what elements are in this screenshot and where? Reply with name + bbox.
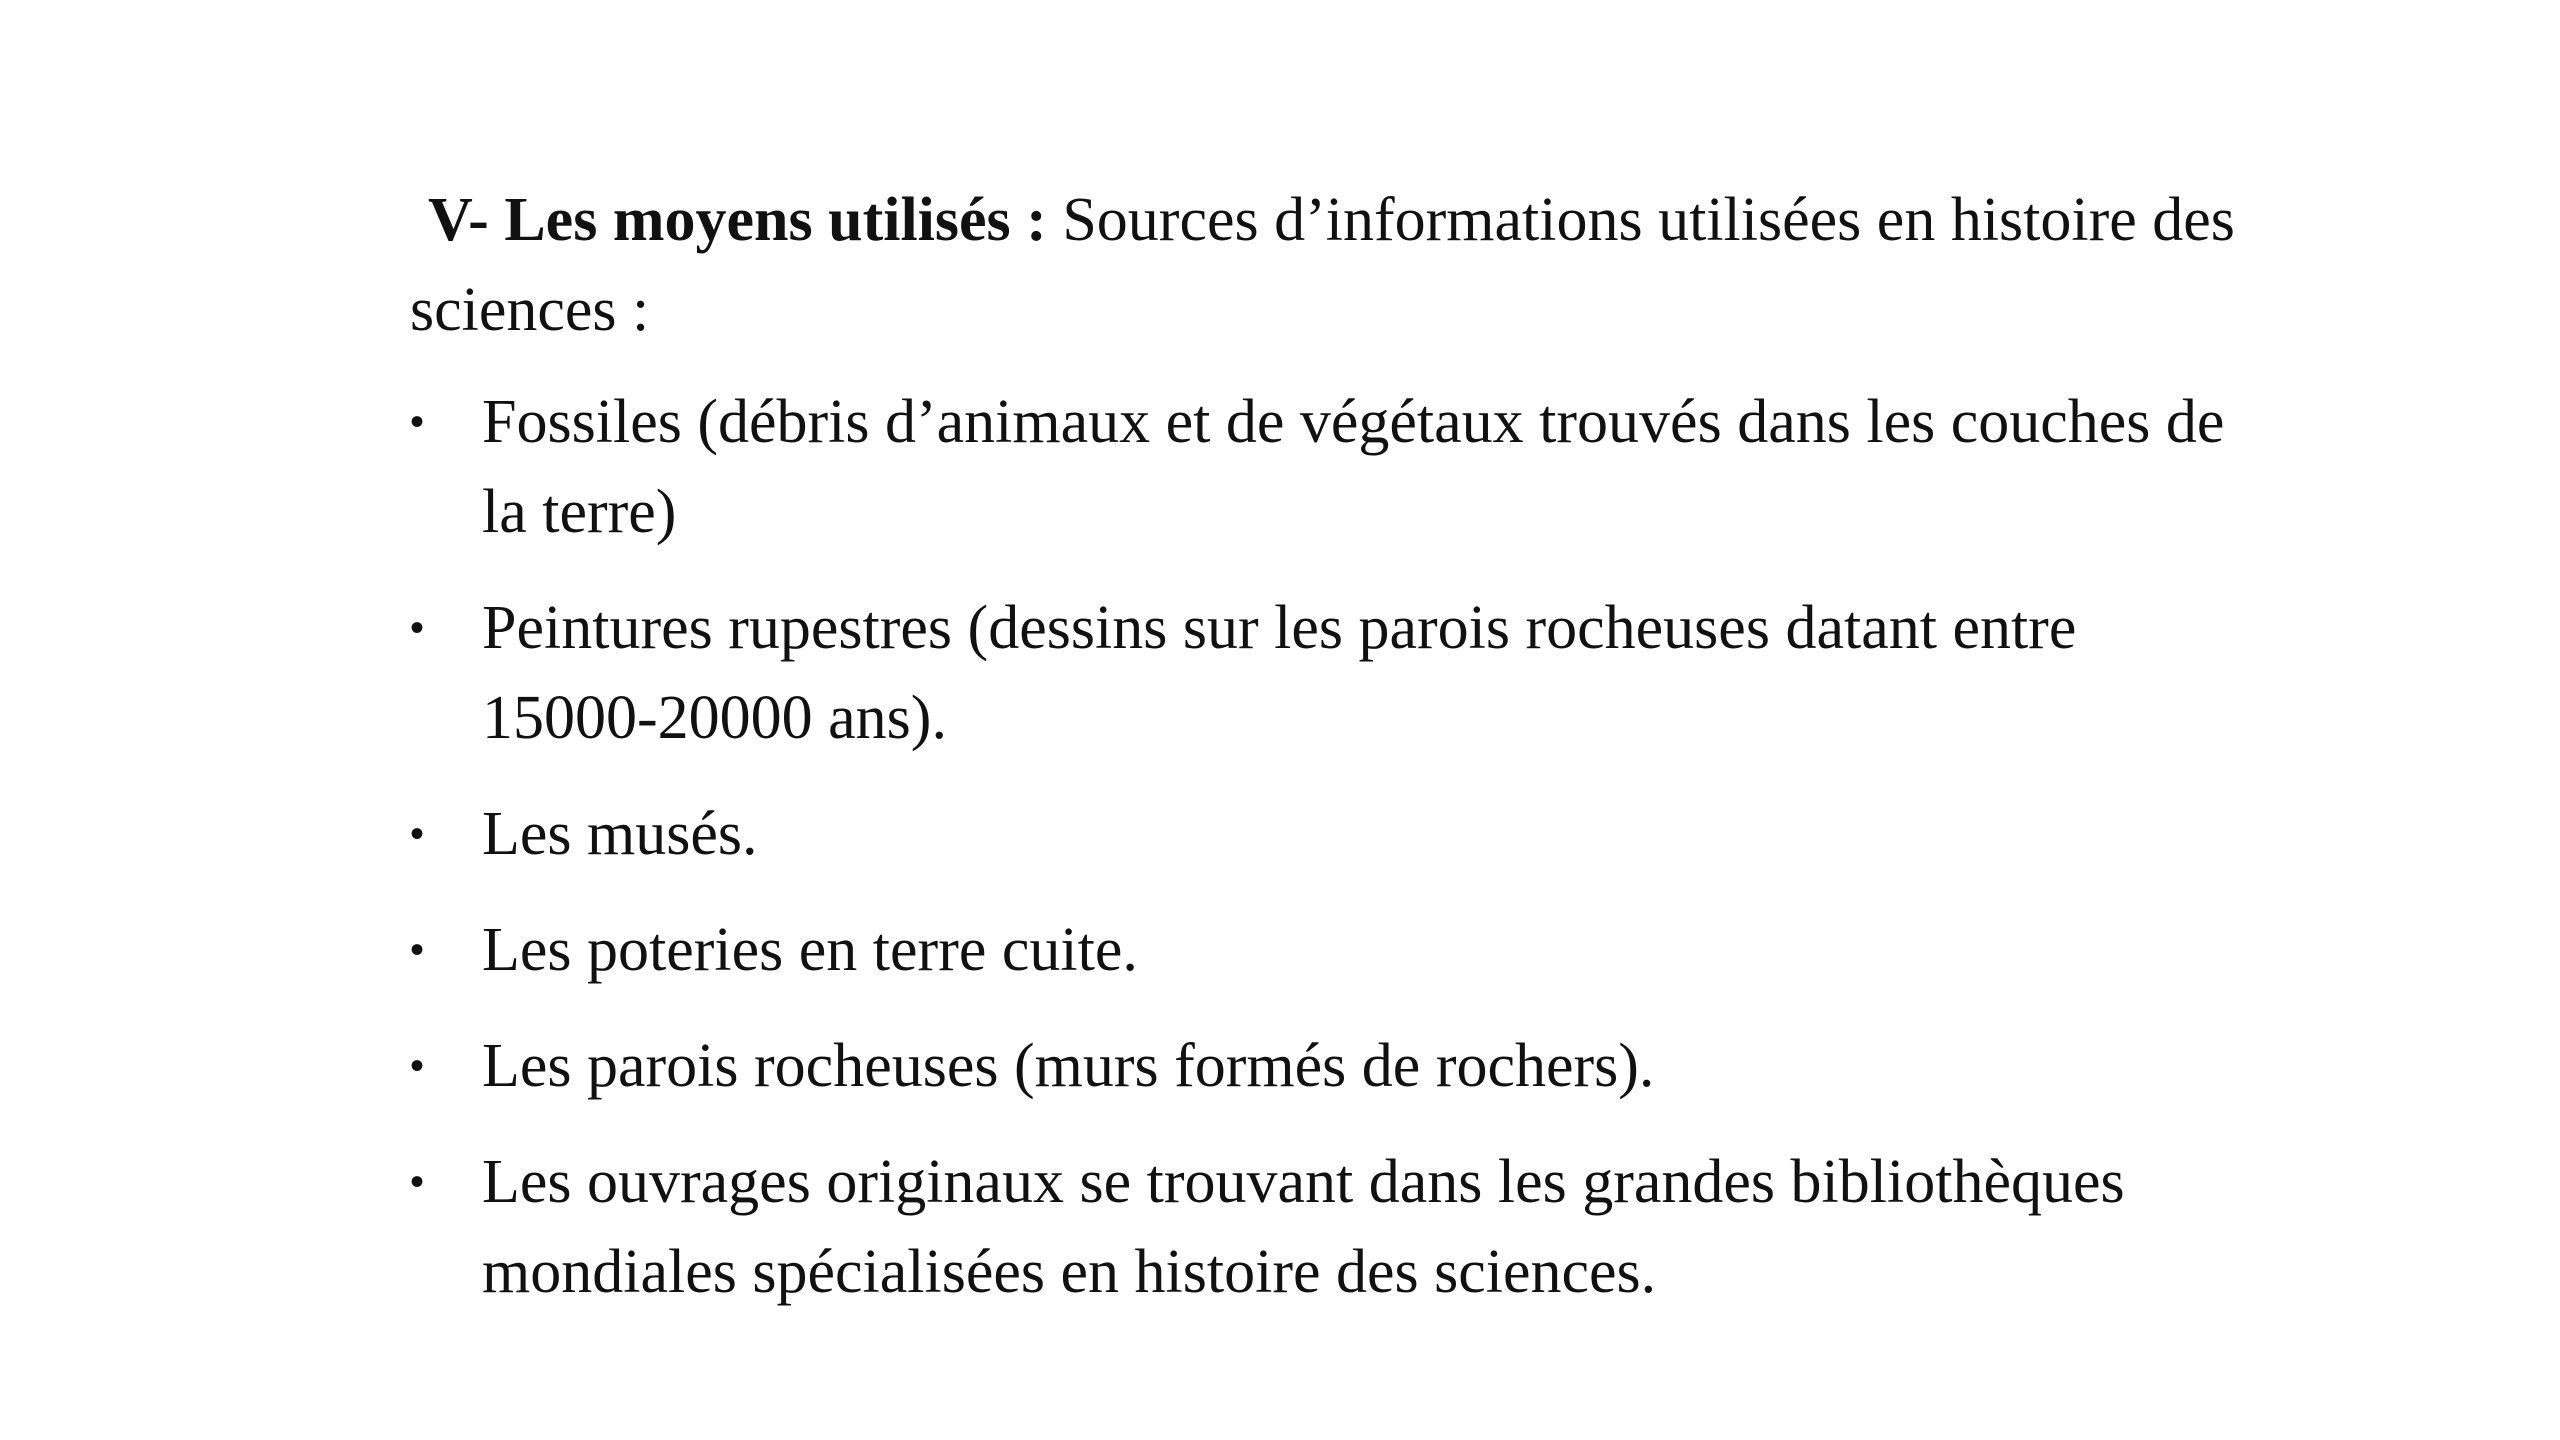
list-item: [410, 1137, 2240, 1317]
slide-content: [410, 175, 2240, 1343]
section-heading-title: V- Les moyens utilisés :: [428, 186, 1047, 254]
list-item: [410, 583, 2240, 763]
list-item: [410, 905, 2240, 995]
list-item-text: Les parois rocheuses (murs formés de rochers).: [482, 1032, 1655, 1100]
list-item-text: Les poteries en terre cuite.: [482, 916, 1138, 984]
bullet-icon: •: [410, 1043, 425, 1088]
list-item: [410, 789, 2240, 879]
bullet-icon: •: [410, 1159, 425, 1204]
list-item: [410, 1021, 2240, 1111]
bullet-icon: •: [410, 399, 425, 444]
section-heading: [410, 175, 2240, 355]
list-item: [410, 377, 2240, 557]
section-heading-text: Sources d’informations utilisées en histoire des sciences :: [410, 186, 2235, 344]
list-item-text: Les ouvrages originaux se trouvant dans les grandes bibliothèques mondiales spécialisées en histoire des sciences.: [482, 1148, 2125, 1306]
list-item-text: Fossiles (débris d’animaux et de végétaux trouvés dans les couches de la terre): [482, 388, 2225, 546]
list-item-text: Les musés.: [482, 800, 758, 868]
sources-list: [410, 377, 2240, 1317]
bullet-icon: •: [410, 605, 425, 650]
bullet-icon: •: [410, 811, 425, 856]
bullet-icon: •: [410, 927, 425, 972]
list-item-text: Peintures rupestres (dessins sur les parois rocheuses datant entre 15000-20000 ans).: [482, 594, 2077, 752]
